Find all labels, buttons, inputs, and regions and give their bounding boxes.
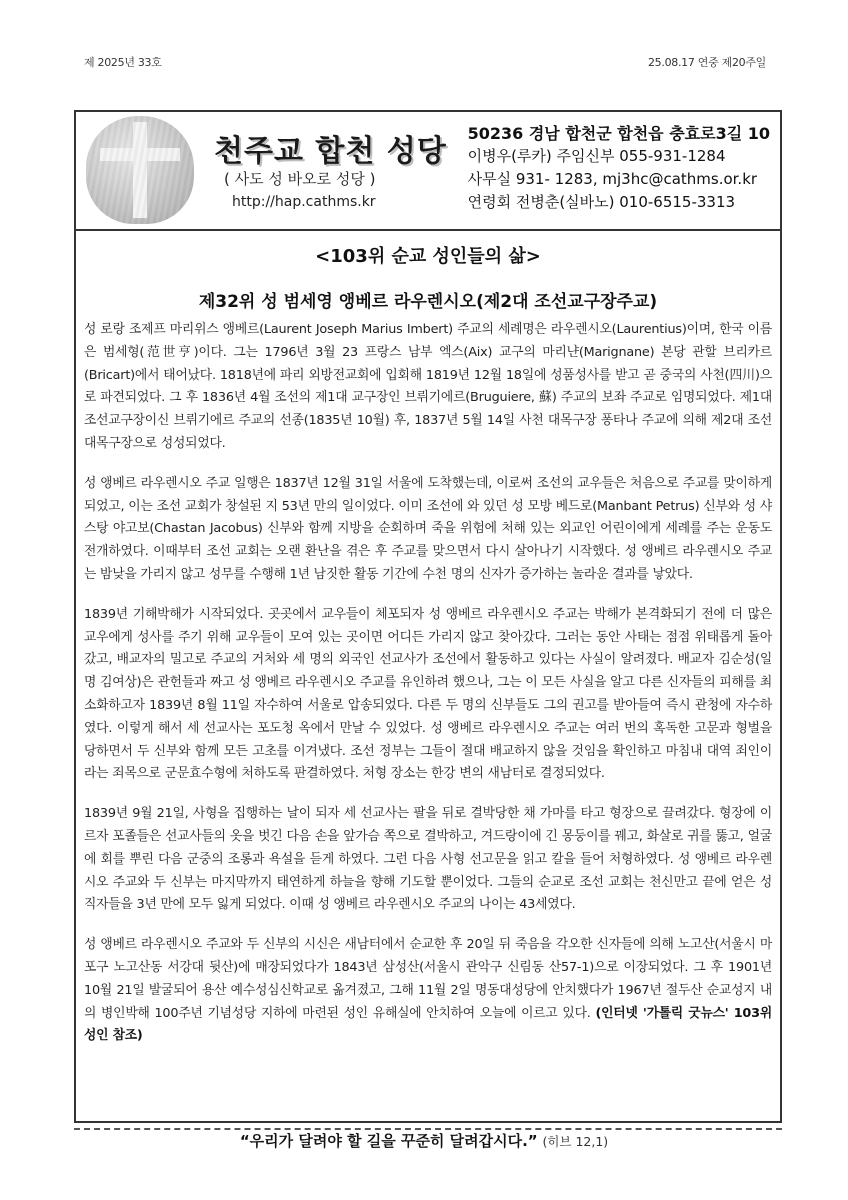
source-note: (인터넷 '가톨릭 굿뉴스' 103위 성인 참조) — [84, 1005, 772, 1044]
bulletin-frame — [74, 110, 782, 1123]
article-body — [84, 319, 772, 1065]
address: 50236 경남 합천군 합천읍 충효로3길 10 — [467, 124, 770, 143]
cross-logo-icon — [86, 116, 194, 224]
contact-info — [468, 122, 770, 214]
issue-number: 제 2025년 33호 — [84, 56, 162, 69]
bible-verse — [0, 1130, 848, 1151]
office-contact: 사무실 931- 1283, mj3hc@cathms.or.kr — [467, 170, 758, 188]
paragraph-1: 성 로랑 조제프 마리위스 앵베르(Laurent Joseph Marius Imbert) 주교의 세례명은 라우렌시오(Laurentius)이며, 한국 이름은 범세형(范世亨)이다. 그는 1796년 3월 23 프랑스 남부 엑스(Aix) 교구의 마리냔(Marignane) 본당 관할 브리카르(Bricart)에서 태어났다. 1818년에 파리 외방전교회에 입회해 1819년 12월 18일에 성품성사를 받고 곧 중국의 사천(四川)으로 파견되었다. 그 후 1836년 4월 조선의 제1대 교구장인 브뤼기에르(Bruguiere, 蘇) 주교의 보좌 주교로 임명되었다. 제1대 조선교구장이신 브뤼기에르 주교의 선종(1835년 10월) 후, 1837년 5월 14일 사천 대목구장 퐁타나 주교에 의해 제2대 조선 대목구장으로 성성되었다. — [84, 322, 772, 451]
church-subtitle: ( 사도 성 바오로 성당 ) — [224, 170, 376, 188]
pastor-contact: 이병우(루카) 주임신부 055-931-1284 — [467, 147, 726, 165]
bible-reference: (히브 12,1) — [542, 1134, 609, 1149]
paragraph-5-text: 성 앵베르 라우렌시오 주교와 두 신부의 시신은 새남터에서 순교한 후 20일 뒤 죽음을 각오한 신자들에 의해 노고산(서울시 마포구 노고산동 서강대 뒷산)에 매장되었다가 1843년 삼성산(서울시 관악구 신림동 산57-1)으로 이장되었다. 그 후 1901년 10월 21일 발굴되어 용산 예수성심신학교로 옮겨졌고, 그해 11월 2일 명동대성당에 안치했다가 1967년 절두산 순교성지 내의 병인박해 100주년 기념성당 지하에 마련된 성인 유해실에 안치하여 오늘에 이르고 있다. — [84, 937, 772, 1021]
paragraph-5 — [84, 934, 772, 1048]
saint-title: 제32위 성 범세영 앵베르 라우렌시오(제2대 조선교구장주교) — [198, 292, 658, 312]
church-url[interactable]: http://hap.cathms.kr — [232, 194, 376, 210]
church-title: 천주교 합천 성당 — [214, 134, 447, 169]
paragraph-2: 성 앵베르 라우렌시오 주교 일행은 1837년 12월 31일 서울에 도착했는데, 이로써 조선의 교우들은 처음으로 주교를 맞이하게 되었고, 이는 조선 교회가 창설된 지 53년 만의 일이었다. 이미 조선에 와 있던 성 모방 베드로(Manbant Petrus) 신부와 성 샤스탕 야고보(Chastan Jacobus) 신부와 함께 지방을 순회하며 죽을 위험에 처해 있는 외교인 어린이에게 세례를 주는 운동도 전개하였다. 이때부터 조선 교회는 오랜 환난을 겪은 후 주교를 맞으면서 다시 살아나기 시작했다. 성 앵베르 라우렌시오 주교는 밤낮을 가리지 않고 성무를 수행해 1년 남짓한 활동 기간에 수천 명의 신자가 증가하는 놀라운 결과를 낳았다. — [84, 475, 772, 582]
paragraph-3: 1839년 기해박해가 시작되었다. 곳곳에서 교우들이 체포되자 성 앵베르 라우렌시오 주교는 박해가 본격화되기 전에 더 많은 교우에게 성사를 주기 위해 교우들이 모여 있는 곳이면 어디든 가리지 않고 찾아갔다. 그러는 동안 사태는 점점 위태롭게 돌아갔고, 배교자의 밀고로 주교의 거처와 세 명의 외국인 선교사가 조선에서 활동하고 있다는 사실이 알려졌다. 배교자 김순성(일명 김여상)은 관헌들과 짜고 성 앵베르 라우렌시오 주교를 유인하려 했으나, 그는 이 모든 사실을 알고 다른 신자들의 피해를 최소화하고자 1839년 8월 11일 자수하여 서울로 압송되었다. 다른 두 명의 신부들도 그의 권고를 받아들여 즉시 관청에 자수하였다. 이렇게 해서 세 선교사는 포도청 옥에서 만날 수 있었다. 성 앵베르 라우렌시오 주교는 여러 번의 혹독한 고문과 형벌을 당하면서 두 신부와 함께 모든 고초를 이겨냈다. 조선 정부는 그들이 절대 배교하지 않을 것임을 확인하고 마침내 대역 죄인이라는 죄목으로 군문효수형에 처하도록 판결하였다. 처형 장소는 한강 변의 새남터로 결정되었다. — [84, 606, 772, 782]
issue-date: 25.08.17 연중 제20주일 — [647, 56, 766, 69]
section-title: <103위 순교 성인들의 삶> — [315, 246, 541, 267]
council-contact: 연령회 전병춘(실바노) 010-6515-3313 — [467, 193, 736, 211]
bible-quote: “우리가 달려야 할 길을 꾸준히 달려갑시다.” — [239, 1132, 538, 1150]
paragraph-4: 1839년 9월 21일, 사형을 집행하는 날이 되자 세 선교사는 팔을 뒤로 결박당한 채 가마를 타고 형장으로 끌려갔다. 형장에 이르자 포졸들은 선교사들의 옷을 벗긴 다음 손을 앞가슴 쪽으로 결박하고, 겨드랑이에 긴 몽둥이를 꿰고, 화살로 귀를 뚫고, 얼굴에 회를 뿌린 다음 군중의 조롱과 욕설을 듣게 하였다. 그런 다음 사형 선고문을 읽고 칼을 들어 처형하였다. 성 앵베르 라우렌시오 주교와 두 신부는 마지막까지 태연하게 하늘을 향해 기도할 뿐이었다. 그들의 순교로 조선 교회는 천신만고 끝에 얻은 성직자들을 3년 만에 모두 잃게 되었다. 이때 성 앵베르 라우렌시오 주교의 나이는 43세였다. — [84, 806, 772, 913]
bulletin-header — [76, 112, 780, 231]
